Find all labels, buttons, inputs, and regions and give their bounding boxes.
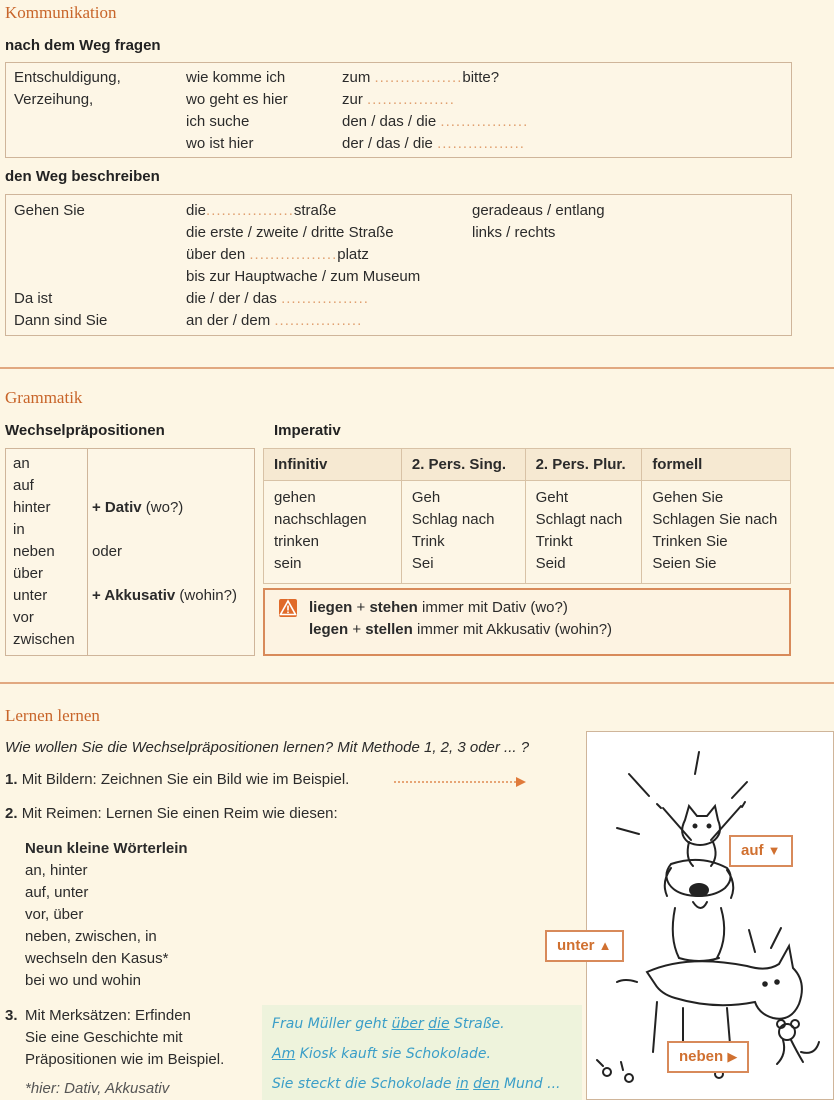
cell-infinitiv xyxy=(264,481,402,584)
text-der-das-die: der / das / die xyxy=(342,135,433,152)
arrow-right-icon: ▶ xyxy=(727,1049,738,1064)
line-akkusativ xyxy=(92,585,237,607)
header-infinitiv: Infinitiv xyxy=(264,449,402,481)
label-auf xyxy=(729,835,793,867)
cell-text: Geh xyxy=(411,489,441,506)
item-1-text: Mit Bildern: Zeichnen Sie ein Bild wie im Beispiel. xyxy=(21,771,350,788)
story-text: Frau Müller geht xyxy=(272,1016,392,1032)
illustration-box xyxy=(557,731,834,1100)
label-auf-text: auf xyxy=(741,842,764,859)
cell-2-pers-sing xyxy=(401,481,525,584)
text-die: die xyxy=(186,202,207,219)
dots-die-der-das: ................. xyxy=(281,290,369,307)
text-zur: zur xyxy=(342,91,363,108)
box-weg-beschreiben xyxy=(5,194,792,336)
cell-text: Schlagen Sie nach xyxy=(652,511,778,528)
line-der-das-die xyxy=(342,133,525,155)
prep-neben: neben xyxy=(13,543,55,560)
rhyme-line: wechseln den Kasus* xyxy=(25,950,169,967)
dots-zur: ................. xyxy=(367,91,455,108)
cell-text: Seid xyxy=(535,555,566,572)
story-underline: die xyxy=(428,1016,450,1032)
text-dativ-rule: immer mit Dativ (wo?) xyxy=(417,599,568,616)
story-text: Kiosk kauft sie Schokolade. xyxy=(295,1046,491,1062)
story-underline: Am xyxy=(272,1046,296,1062)
text-bitte: bitte? xyxy=(462,69,500,86)
text-links-rechts: links / rechts xyxy=(472,224,556,241)
cell-text: Seien Sie xyxy=(652,555,717,572)
column-divider xyxy=(87,449,88,655)
text-gehen-sie: Gehen Sie xyxy=(14,202,85,219)
item-2-number: 2. xyxy=(5,805,18,822)
text-akkusativ-rule: immer mit Akkusativ (wohin?) xyxy=(412,621,613,638)
item-3-line: Mit Merksätzen: Erfinden xyxy=(25,1007,191,1024)
story-line-1 xyxy=(272,1016,505,1032)
text-geradeaus-entlang: geradeaus / entlang xyxy=(472,202,605,219)
line-ueber-den-platz xyxy=(186,244,369,266)
text-erste-zweite-dritte: die erste / zweite / dritte Straße xyxy=(186,224,394,241)
subtitle-nach-dem-weg-fragen: nach dem Weg fragen xyxy=(5,37,161,54)
story-line-3 xyxy=(272,1076,561,1092)
dots-platz: ................. xyxy=(249,246,338,263)
line-an-der-dem xyxy=(186,310,362,332)
text-wie-komme-ich: wie komme ich xyxy=(186,69,286,86)
text-entschuldigung: Entschuldigung, xyxy=(14,69,121,86)
subtitle-wechselpraepositionen: Wechselpräpositionen xyxy=(5,422,165,439)
cell-text: trinken xyxy=(274,533,320,550)
arrow-down-icon: ▼ xyxy=(767,843,781,858)
item-1 xyxy=(5,769,349,791)
header-formell: formell xyxy=(642,449,791,481)
rhyme-title: Neun kleine Wörterlein xyxy=(25,840,188,857)
cell-text: Gehen Sie xyxy=(652,489,724,506)
warning-icon xyxy=(279,599,297,617)
rhyme-line: an, hinter xyxy=(25,862,88,879)
text-stehen: stehen xyxy=(369,599,418,616)
line-zum xyxy=(342,67,499,89)
text-die-der-das: die / der / das xyxy=(186,290,277,307)
text-verzeihung: Verzeihung, xyxy=(14,91,94,108)
cell-text: Trinkt xyxy=(535,533,573,550)
section-title-kommunikation: Kommunikation xyxy=(5,3,117,22)
text-strasse: straße xyxy=(293,202,337,219)
section-title-grammatik: Grammatik xyxy=(5,388,83,407)
text-wo-ist-hier: wo ist hier xyxy=(186,135,254,152)
imperativ-table xyxy=(263,448,791,584)
dotted-arrow-icon xyxy=(392,776,530,788)
prep-auf: auf xyxy=(13,477,34,494)
warning-line-1 xyxy=(309,597,568,619)
line-den-das-die xyxy=(342,111,528,133)
cell-text: sein xyxy=(274,555,302,572)
label-unter xyxy=(545,930,624,962)
cell-text: nachschlagen xyxy=(274,511,367,528)
text-wohin: (wohin?) xyxy=(175,587,237,604)
text-legen: legen xyxy=(309,621,349,638)
arrow-up-icon: ▲ xyxy=(598,938,612,953)
prep-an: an xyxy=(13,455,30,472)
story-text: Sie steckt die Schokolade xyxy=(272,1076,456,1092)
line-zur xyxy=(342,89,455,111)
cell-text: Schlagt nach xyxy=(535,511,623,528)
footnote: *hier: Dativ, Akkusativ xyxy=(25,1080,170,1097)
prep-unter: unter xyxy=(13,587,48,604)
section-title-lernen-lernen: Lernen lernen xyxy=(5,706,100,725)
text-dann-sind-sie: Dann sind Sie xyxy=(14,312,108,329)
text-oder: oder xyxy=(92,543,123,560)
text-plus: + xyxy=(348,621,366,638)
text-ueber-den: über den xyxy=(186,246,246,263)
label-neben-text: neben xyxy=(679,1048,724,1065)
header-2-pers-plur: 2. Pers. Plur. xyxy=(525,449,642,481)
line-dativ xyxy=(92,497,183,519)
rhyme-line: bei wo und wohin xyxy=(25,972,141,989)
warning-line-2 xyxy=(309,619,612,641)
label-neben xyxy=(667,1041,749,1073)
text-platz: platz xyxy=(337,246,369,263)
line-die-der-das xyxy=(186,288,369,310)
text-zum: zum xyxy=(342,69,371,86)
story-underline: über xyxy=(391,1016,424,1032)
cell-text: Trink xyxy=(411,533,445,550)
text-dativ: + Dativ xyxy=(92,499,142,516)
dots-an-der-dem: ................. xyxy=(274,312,363,329)
cell-text: Schlag nach xyxy=(411,511,495,528)
story-underline: in xyxy=(455,1076,469,1092)
item-2 xyxy=(5,803,338,825)
cell-formell xyxy=(642,481,791,584)
rhyme-line: neben, zwischen, in xyxy=(25,928,157,945)
header-2-pers-sing: 2. Pers. Sing. xyxy=(401,449,525,481)
rhyme-line: auf, unter xyxy=(25,884,89,901)
divider-1 xyxy=(0,367,834,369)
text-an-der-dem: an der / dem xyxy=(186,312,271,329)
cell-2-pers-plur xyxy=(525,481,642,584)
story-text: Mund ... xyxy=(499,1076,561,1092)
cell-text: gehen xyxy=(274,489,316,506)
imperativ-body-row xyxy=(264,481,791,584)
item-3-number: 3. xyxy=(5,1007,18,1024)
box-weg-fragen xyxy=(5,62,792,158)
text-da-ist: Da ist xyxy=(14,290,53,307)
rhyme-line: vor, über xyxy=(25,906,84,923)
text-stellen: stellen xyxy=(365,621,413,638)
prep-in: in xyxy=(13,521,25,538)
prep-hinter: hinter xyxy=(13,499,51,516)
text-plus: + xyxy=(352,599,370,616)
imperativ-header-row xyxy=(264,449,791,481)
cell-text: Geht xyxy=(535,489,569,506)
dots-der-das-die: ................. xyxy=(437,135,525,152)
text-akkusativ: + Akkusativ xyxy=(92,587,176,604)
story-underline: den xyxy=(473,1076,500,1092)
prep-ueber: über xyxy=(13,565,44,582)
divider-2 xyxy=(0,682,834,684)
dots-zum: ................. xyxy=(374,69,463,86)
text-hauptwache-museum: bis zur Hauptwache / zum Museum xyxy=(186,268,421,285)
prep-zwischen: zwischen xyxy=(13,631,75,648)
text-liegen: liegen xyxy=(309,599,353,616)
item-3-line: Sie eine Geschichte mit xyxy=(25,1029,183,1046)
item-3-line: Präpositionen wie im Beispiel. xyxy=(25,1051,225,1068)
text-den-das-die: den / das / die xyxy=(342,113,437,130)
subtitle-imperativ: Imperativ xyxy=(274,422,341,439)
text-wo: (wo?) xyxy=(141,499,184,516)
box-wechselpraepositionen xyxy=(5,448,255,656)
subtitle-weg-beschreiben: den Weg beschreiben xyxy=(5,168,160,185)
text-wo-geht-es-hier: wo geht es hier xyxy=(186,91,288,108)
label-unter-text: unter xyxy=(557,937,595,954)
prep-vor: vor xyxy=(13,609,34,626)
line-die-strasse xyxy=(186,200,336,222)
dots-den-das-die: ................. xyxy=(440,113,529,130)
item-2-text: Mit Reimen: Lernen Sie einen Reim wie diesen: xyxy=(21,805,338,822)
text-ich-suche: ich suche xyxy=(186,113,250,130)
cell-text: Trinken Sie xyxy=(652,533,728,550)
item-1-number: 1. xyxy=(5,771,18,788)
dots-strasse: ................. xyxy=(206,202,294,219)
lernen-question: Wie wollen Sie die Wechselpräpositionen lernen? Mit Methode 1, 2, 3 oder ... ? xyxy=(5,739,530,756)
story-text: Straße. xyxy=(449,1016,505,1032)
story-line-2 xyxy=(272,1046,491,1062)
warning-box xyxy=(263,588,791,656)
cell-text: Sei xyxy=(411,555,434,572)
